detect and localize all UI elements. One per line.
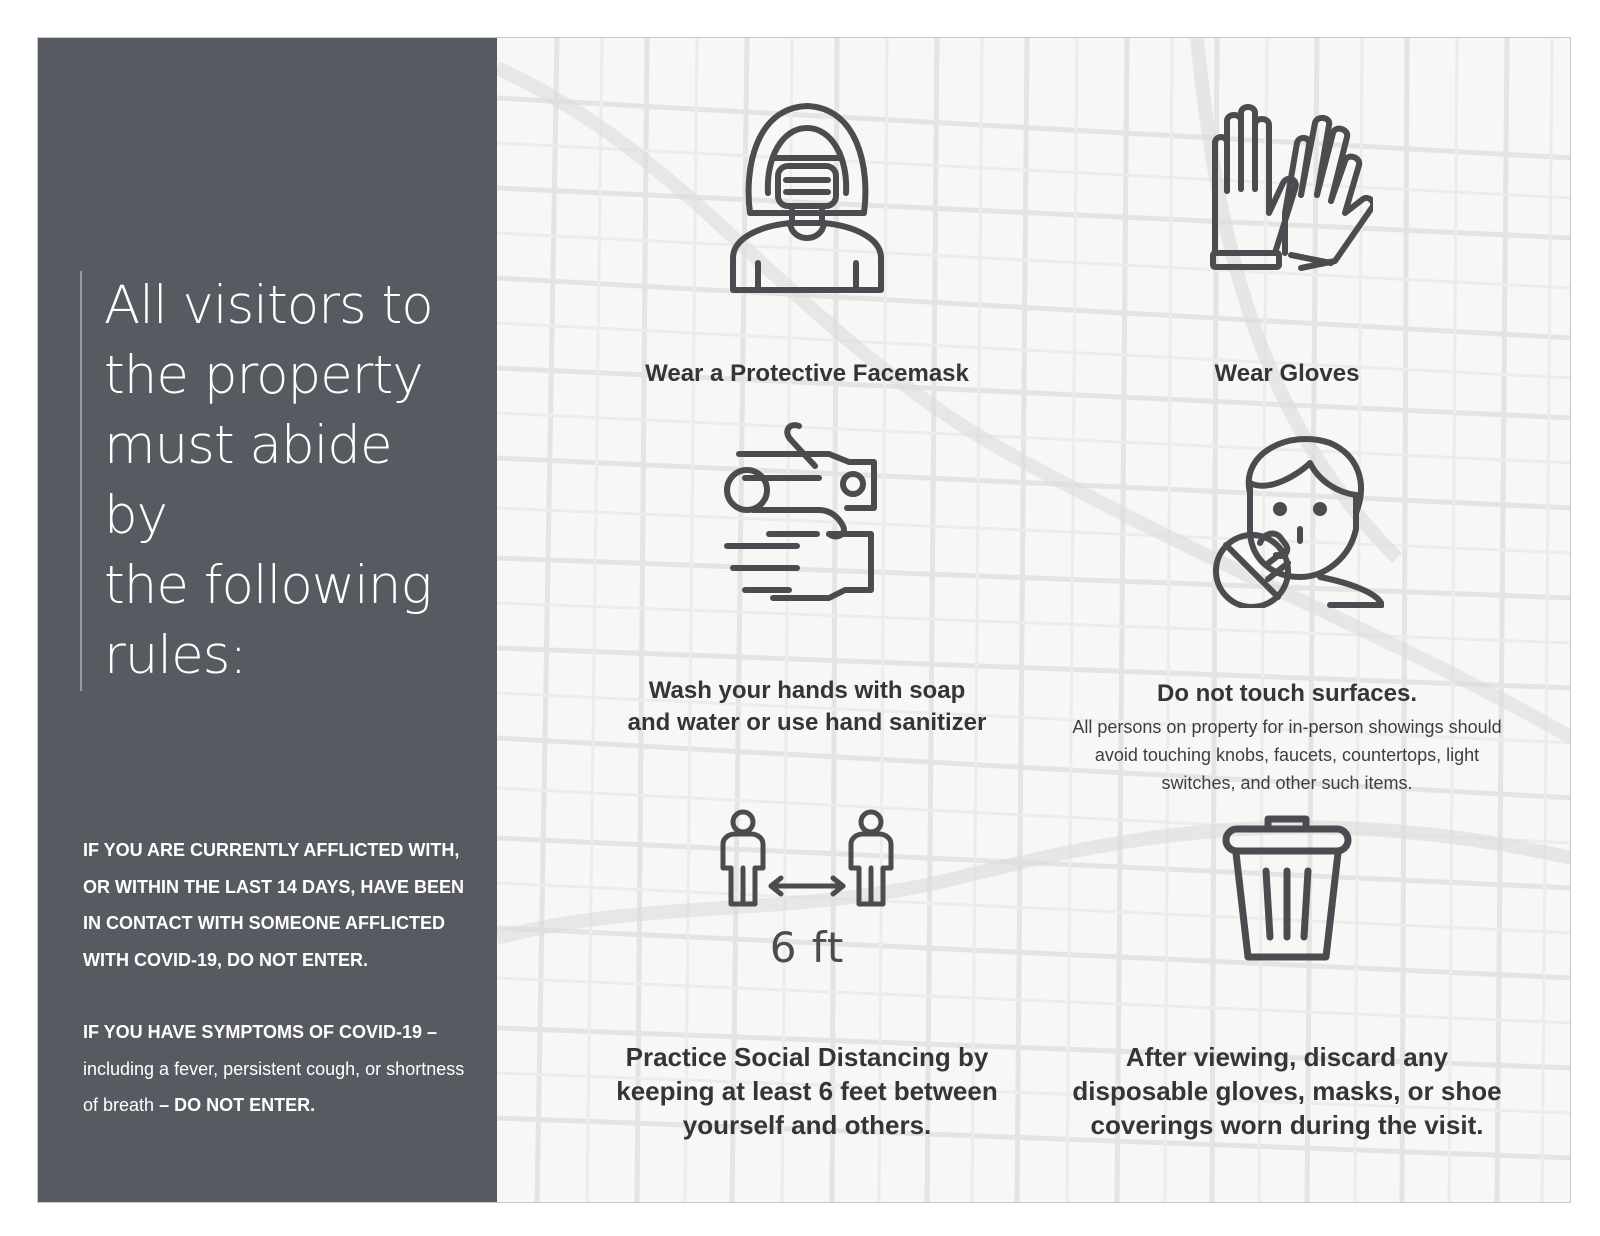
distance-label: 6 ft <box>769 923 845 972</box>
poster <box>37 37 1571 1203</box>
page-title <box>104 271 460 691</box>
left-panel <box>38 38 497 1203</box>
warning-symptoms <box>83 1014 473 1124</box>
no-touch-face-icon <box>1210 433 1384 608</box>
title-line: All visitors to <box>104 275 433 336</box>
title-line: rules: <box>104 625 247 686</box>
rule-social-distance <box>587 803 1027 1143</box>
rule-discard-title-line: coverings worn during the visit. <box>1090 1110 1484 1140</box>
title-line: must abide by <box>104 415 392 546</box>
rule-distance-title <box>587 1040 1027 1142</box>
rule-no-touch <box>1042 428 1532 793</box>
warning-symptoms-end: – DO NOT ENTER. <box>159 1095 316 1115</box>
rule-touch-desc <box>1042 713 1532 797</box>
rule-discard <box>1057 803 1517 1143</box>
rule-touch-desc-line: All persons on property for in-person showings should <box>1072 717 1502 737</box>
rule-touch-title: Do not touch surfaces. <box>1156 680 1418 707</box>
warning-symptoms-lead: IF YOU HAVE SYMPTOMS OF COVID-19 – <box>83 1022 438 1042</box>
rule-gloves-title: Wear Gloves <box>1214 360 1360 387</box>
warnings <box>83 832 473 1124</box>
title-line: the property <box>104 345 423 406</box>
rule-discard-title-line: disposable gloves, masks, or shoe <box>1072 1076 1502 1106</box>
facemask-person-icon <box>730 98 884 293</box>
rule-facemask <box>617 93 997 413</box>
rule-wash-title-line: Wash your hands with soap <box>648 677 966 704</box>
title-line: the following <box>104 555 432 616</box>
title-block <box>80 271 460 691</box>
rule-wash-hands <box>597 413 1017 736</box>
rule-touch-desc-line: switches, and other such items. <box>1161 773 1413 793</box>
warning-symptoms-list: including a fever, persistent cough, or shortness of breath <box>83 1058 465 1115</box>
gloves-icon <box>1205 103 1373 273</box>
rule-distance-title-line: Practice Social Distancing by <box>625 1042 989 1072</box>
hand-washing-icon <box>719 418 879 603</box>
rule-distance-title-line: keeping at least 6 feet between <box>616 1076 998 1106</box>
warning-contact: IF YOU ARE CURRENTLY AFFLICTED WITH, OR WITHIN THE LAST 14 DAYS, HAVE BEEN IN CONTACT WITH SOMEONE AFFLICTED WITH COVID-19, DO NOT ENTER. <box>83 840 465 970</box>
rule-touch-desc-line: avoid touching knobs, faucets, countertops, light <box>1094 745 1480 765</box>
trash-can-icon <box>1222 813 1352 963</box>
rule-discard-title <box>1057 1040 1517 1142</box>
rule-wash-title-line: and water or use hand sanitizer <box>627 709 987 736</box>
map-background-area <box>497 38 1571 1203</box>
social-distance-icon <box>717 808 897 923</box>
rule-facemask-title: Wear a Protective Facemask <box>645 360 969 387</box>
rule-gloves <box>1097 93 1477 413</box>
rule-discard-title-line: After viewing, discard any <box>1125 1042 1449 1072</box>
rule-distance-title-line: yourself and others. <box>682 1110 932 1140</box>
rule-wash-title <box>597 675 1017 739</box>
